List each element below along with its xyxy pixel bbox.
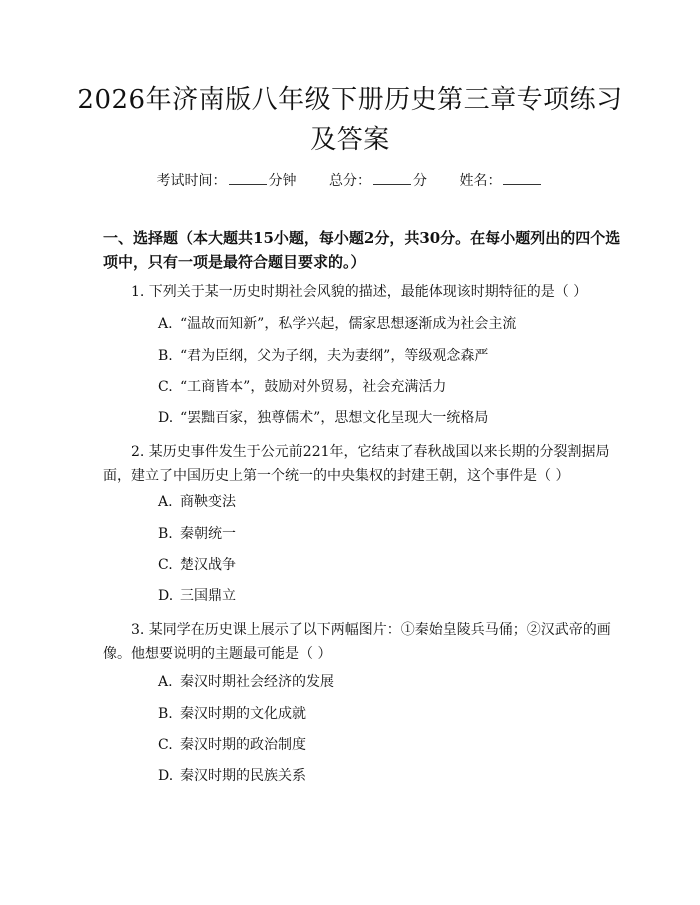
option-text: 三国鼎立 — [180, 588, 236, 604]
question-3-option-a — [158, 672, 638, 692]
student-name-label: 姓名： — [459, 173, 502, 189]
student-name-blank — [503, 170, 541, 185]
exam-info-line — [0, 170, 700, 191]
option-text: 秦汉时期的文化成就 — [180, 706, 306, 722]
option-letter: A. — [158, 674, 173, 690]
option-letter: C. — [158, 557, 173, 573]
question-1-option-b — [158, 346, 638, 366]
option-text: 秦汉时期的政治制度 — [180, 737, 306, 753]
question-2-option-a — [158, 492, 638, 512]
option-text: 秦汉时期的民族关系 — [180, 768, 306, 784]
option-letter: A. — [158, 494, 173, 510]
total-score-unit: 分 — [413, 173, 427, 189]
option-letter: D. — [158, 588, 174, 604]
document-title: 2026年济南版八年级下册历史第三章专项练习及答案 — [77, 85, 623, 155]
option-letter: D. — [158, 410, 174, 426]
option-letter: B. — [158, 706, 173, 722]
exam-time-blank — [229, 170, 267, 185]
option-letter: A. — [158, 316, 173, 332]
total-score-label: 总分： — [329, 173, 371, 189]
question-2-option-d — [158, 586, 638, 606]
total-score-field — [329, 170, 427, 191]
section-heading: 一、选择题（本大题共15小题，每小题2分，共30分。在每小题列出的四个选项中，只有一项是最符合题目要求的。） — [103, 229, 621, 271]
option-letter: D. — [158, 768, 174, 784]
question-3-option-c — [158, 735, 638, 755]
question-2-stem: 2. 某历史事件发生于公元前221年，它结束了春秋战国以来长期的分裂割据局面，建立了中国历史上第一个统一的中央集权的封建王朝，这个事件是（ ） — [103, 444, 610, 484]
question-1-option-c — [158, 377, 638, 397]
exam-time-unit: 分钟 — [268, 173, 297, 189]
option-text: 秦汉时期社会经济的发展 — [180, 674, 334, 690]
question-1-option-d — [158, 408, 638, 428]
student-name-field — [459, 170, 543, 191]
option-text: “罢黜百家，独尊儒术”，思想文化呈现大一统格局 — [180, 410, 489, 426]
exam-time-label: 考试时间： — [156, 173, 227, 189]
question-1-stem: 1. 下列关于某一历史时期社会风貌的描述，最能体现该时期特征的是（ ） — [131, 284, 588, 300]
option-letter: C. — [158, 379, 173, 395]
question-2-option-b — [158, 524, 638, 544]
question-3-option-d — [158, 766, 638, 786]
option-text: 楚汉战争 — [180, 557, 236, 573]
option-text: 商鞅变法 — [180, 494, 236, 510]
option-text: “温故而知新”，私学兴起，儒家思想逐渐成为社会主流 — [180, 316, 517, 332]
exam-time-field — [157, 170, 297, 191]
question-3-option-b — [158, 704, 638, 724]
option-text: 秦朝统一 — [180, 526, 236, 542]
option-letter: B. — [158, 526, 173, 542]
option-letter: B. — [158, 348, 173, 364]
question-3-stem: 3. 某同学在历史课上展示了以下两幅图片：①秦始皇陵兵马俑；②汉武帝的画像。他想要说明的主题最可能是（ ） — [103, 622, 611, 662]
option-text: “君为臣纲，父为子纲，夫为妻纲”，等级观念森严 — [180, 348, 489, 364]
total-score-blank — [373, 170, 411, 185]
question-1-option-a — [158, 314, 638, 334]
option-text: “工商皆本”，鼓励对外贸易，社会充满活力 — [180, 379, 447, 395]
option-letter: C. — [158, 737, 173, 753]
question-2-option-c — [158, 555, 638, 575]
